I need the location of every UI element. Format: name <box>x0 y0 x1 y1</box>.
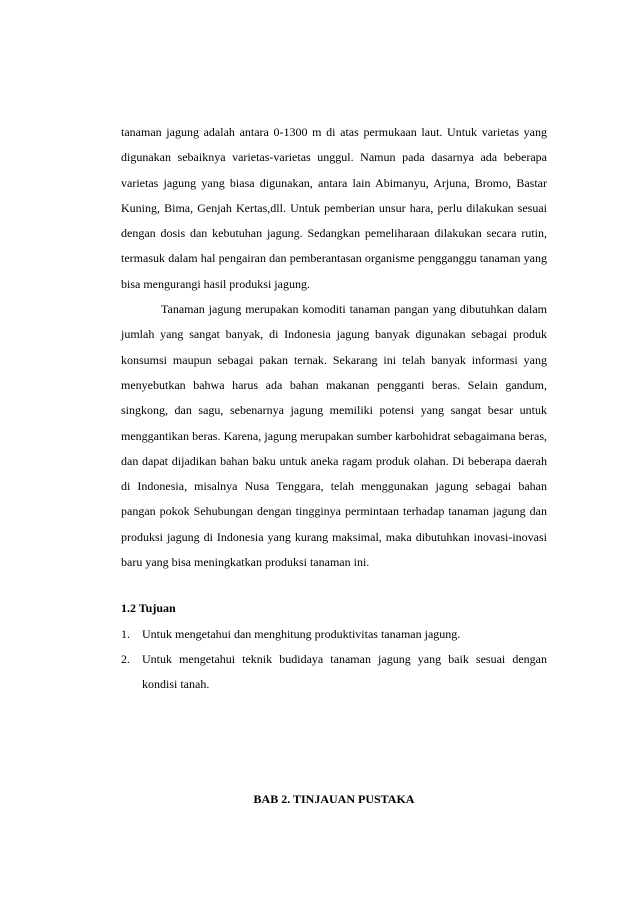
objectives-list <box>121 622 547 698</box>
list-item-number: 2. <box>121 651 130 666</box>
paragraph-corn-commodity: Tanaman jagung merupakan komoditi tanaman pangan yang dibutuhkan dalam jumlah yang sangat banyak, di Indonesia jagung banyak digunakan sebagai produk konsumsi maupun sebagai pakan ternak. Sekarang ini telah banyak informasi yang menyebutkan bahwa harus ada bahan makanan pengganti beras. Selain gandum, singkong, dan sagu, sebenarnya jagung memiliki potensi yang sangat besar untuk menggantikan beras. Karena, jagung merupakan sumber karbohidrat sebagaimana beras, dan dapat dijadikan bahan baku untuk aneka ragam produk olahan. Di beberapa daerah di Indonesia, misalnya Nusa Tenggara, telah menggunakan jagung sebagai bahan pangan pokok Sehubungan dengan tingginya permintaan terhadap tanaman jagung dan produksi jagung di Indonesia yang kurang maksimal, maka dibutuhkan inovasi-inovasi baru yang bisa meningkatkan produksi tanaman ini. <box>121 302 547 570</box>
list-item-number: 1. <box>121 626 130 641</box>
list-item <box>121 647 547 698</box>
section-heading: 1.2 Tujuan <box>121 601 176 616</box>
body-text <box>121 120 547 698</box>
list-item-text: Untuk mengetahui dan menghitung produktivitas tanaman jagung. <box>142 626 461 641</box>
list-item-text: Untuk mengetahui teknik budidaya tanaman jagung yang baik sesuai dengan kondisi tanah. <box>142 651 547 692</box>
paragraph-continuation: tanaman jagung adalah antara 0-1300 m di atas permukaan laut. Untuk varietas yang digunakan sebaiknya varietas-varietas unggul. Namun pada dasarnya ada beberapa varietas jagung yang biasa digunakan, antara lain Abimanyu, Arjuna, Bromo, Bastar Kuning, Bima, Genjah Kertas,dll. Untuk pemberian unsur hara, perlu dilakukan sesuai dengan dosis dan kebutuhan jagung. Sedangkan pemeliharaan dilakukan secara rutin, termasuk dalam hal pengairan dan pemberantasan organisme pengganggu tanaman yang bisa mengurangi hasil produksi jagung. <box>121 125 547 291</box>
chapter-title: BAB 2. TINJAUAN PUSTAKA <box>253 792 415 806</box>
list-item <box>121 622 547 647</box>
